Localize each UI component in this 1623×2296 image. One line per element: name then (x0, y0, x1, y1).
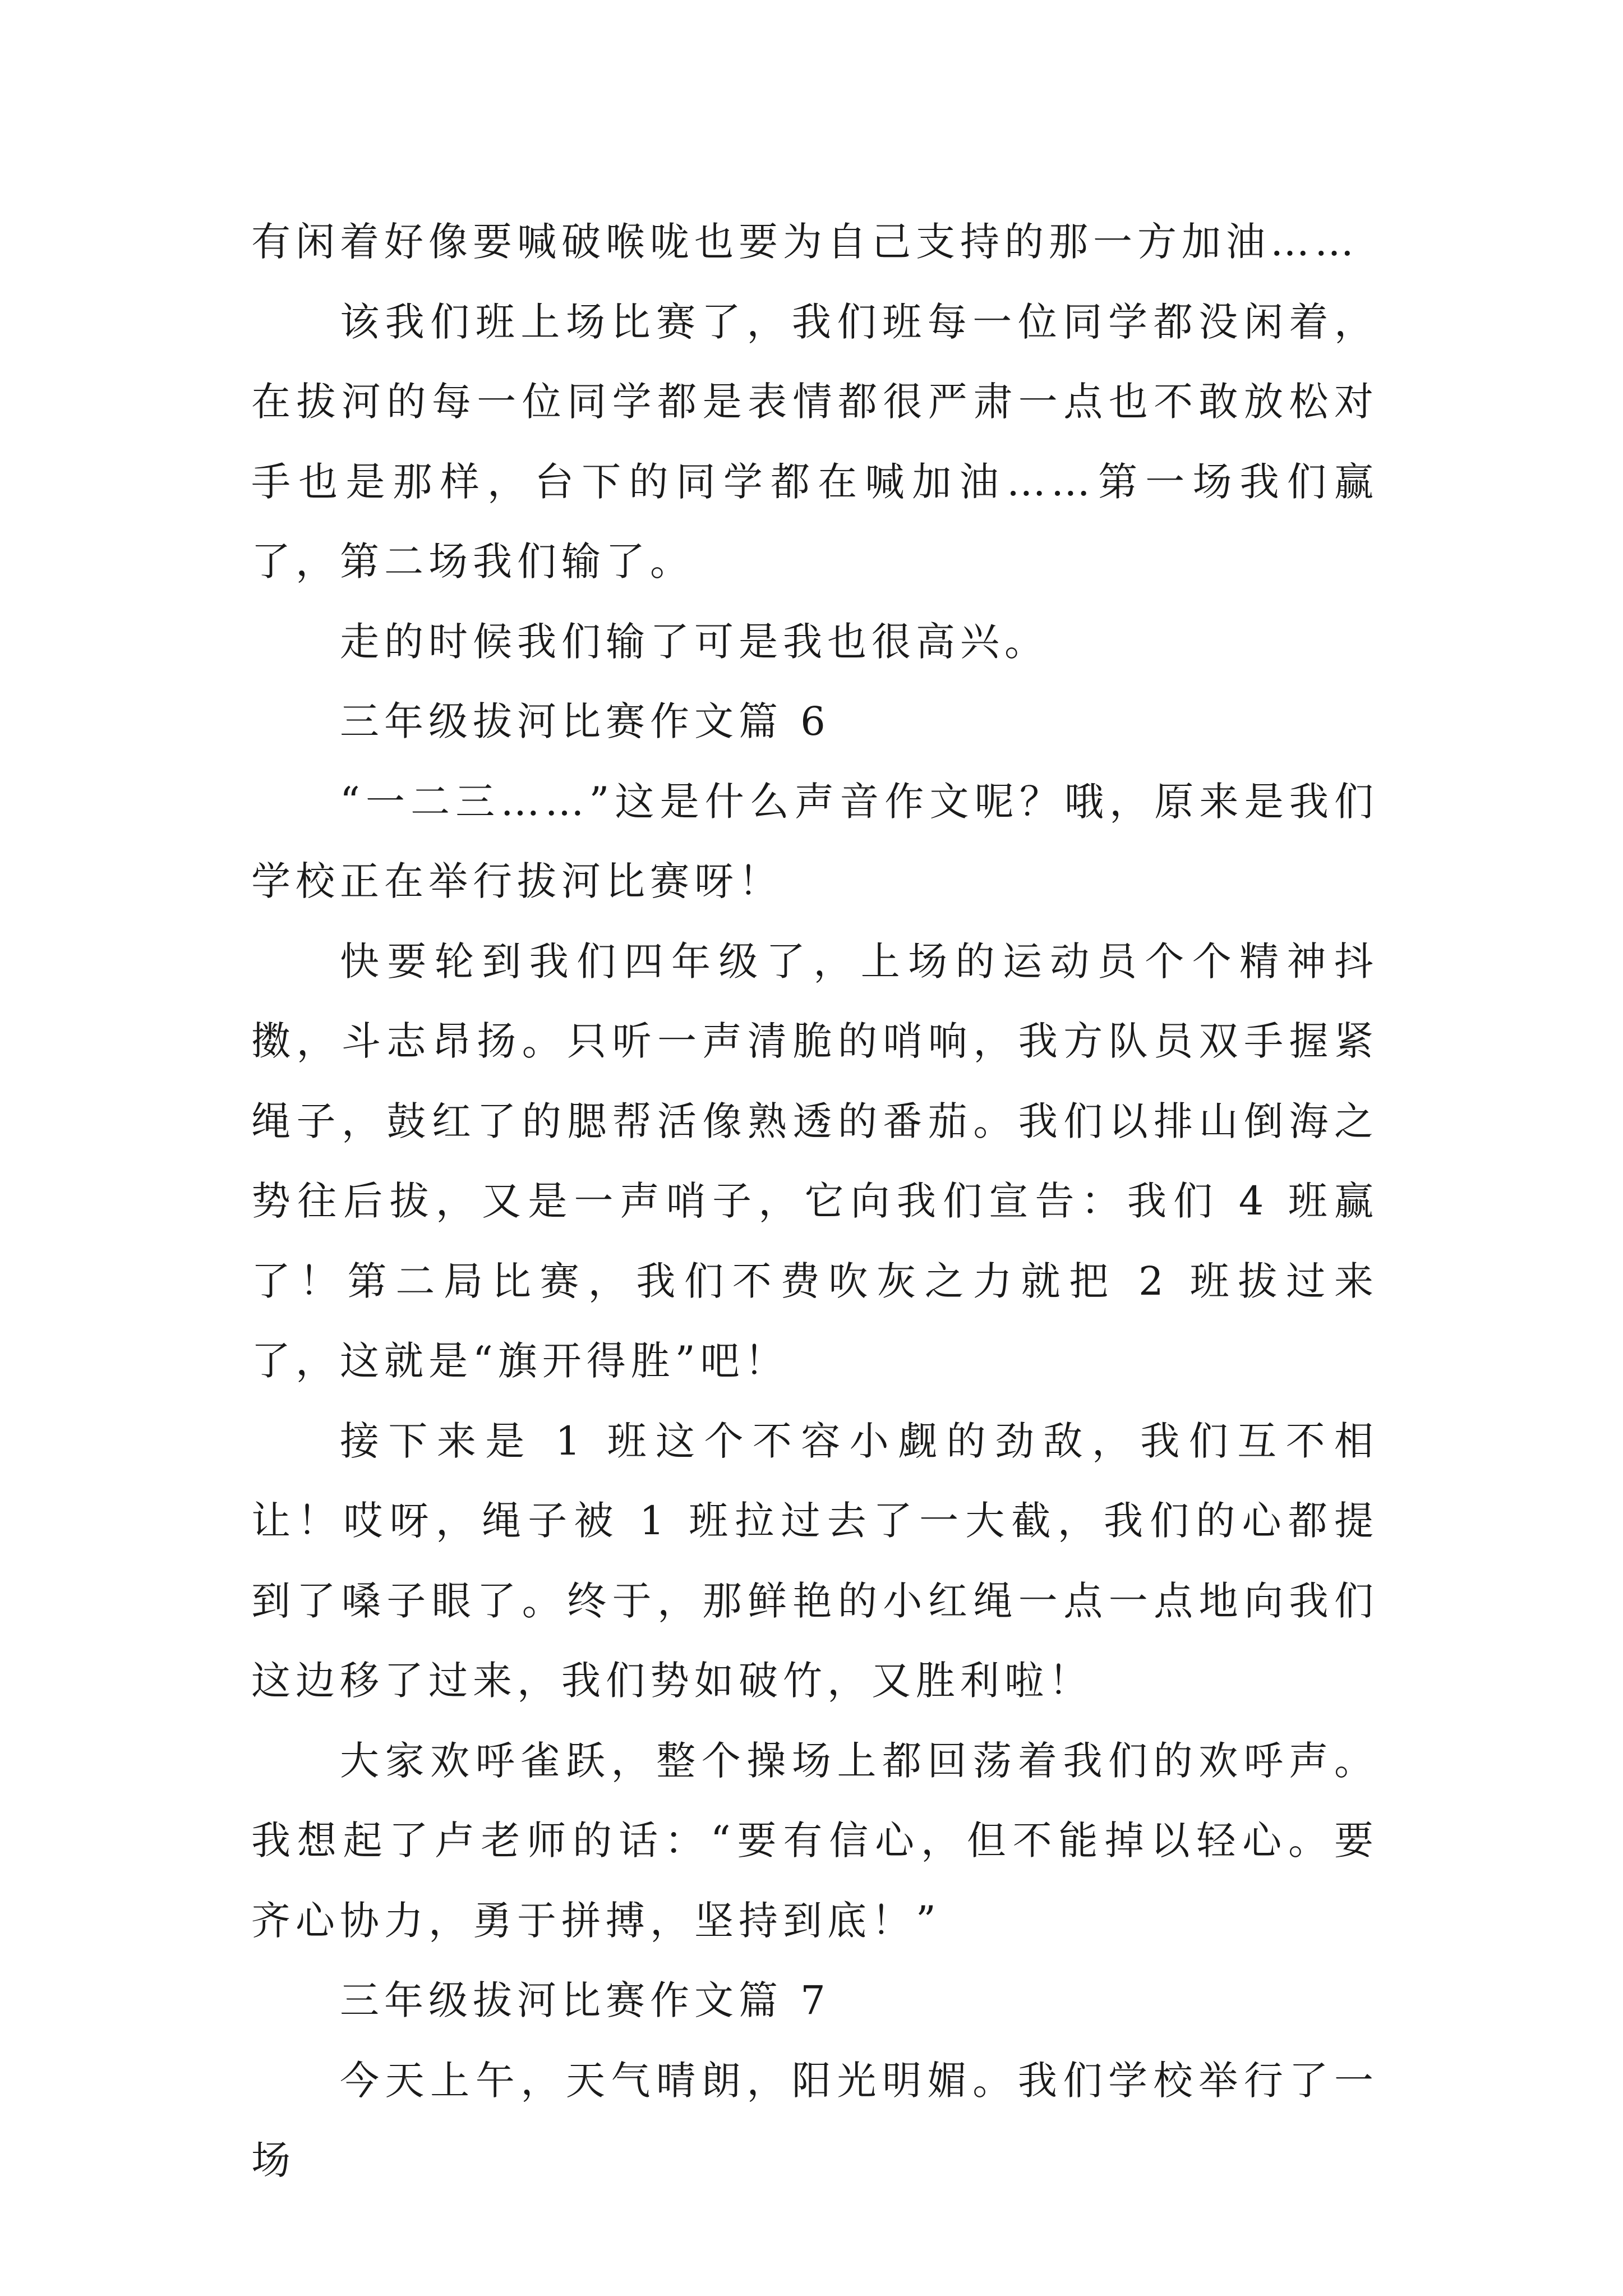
paragraph: 大家欢呼雀跃，整个操场上都回荡着我们的欢呼声。我想起了卢老师的话：“要有信心，但不能掉以轻心。要齐心协力，勇于拼搏，坚持到底！” (251, 1737, 1378, 1944)
paragraph: 接下来是 1 班这个不容小觑的劲敌，我们互不相让！哎呀，绳子被 1 班拉过去了一大截，我们的心都提到了嗓子眼了。终于，那鲜艳的小红绳一点一点地向我们这边移了过来，我们势如破竹，又胜利啦！ (251, 1418, 1378, 1704)
paragraph: 走的时候我们输了可是我也很高兴。 (340, 618, 1049, 665)
section-heading: 三年级拔河比赛作文篇 6 (340, 698, 831, 744)
paragraph-continuation: 有闲着好像要喊破喉咙也要为自己支持的那一方加油…… (251, 219, 1359, 265)
paragraph: 该我们班上场比赛了，我们班每一位同学都没闲着，在拔河的每一位同学都是表情都很严肃一点也不敢放松对手也是那样，台下的同学都在喊加油……第一场我们赢了，第二场我们输了。 (251, 298, 1378, 585)
paragraph: 快要轮到我们四年级了，上场的运动员个个精神抖擞，斗志昂扬。只听一声清脆的哨响，我方队员双手握紧绳子，鼓红了的腮帮活像熟透的番茄。我们以排山倒海之势往后拔，又是一声哨子，它向我们宣告：我们 4 班赢了！第二局比赛，我们不费吹灰之力就把 2 班拔过来了，这就是“旗开得胜”吧！ (251, 938, 1378, 1384)
paragraph: “一二三……”这是什么声音作文呢？哦，原来是我们学校正在举行拔河比赛呀！ (251, 778, 1378, 904)
document-body (251, 202, 1378, 2201)
section-heading: 三年级拔河比赛作文篇 7 (340, 1977, 831, 2023)
paragraph: 今天上午，天气晴朗，阳光明媚。我们学校举行了一场 (251, 2057, 1378, 2183)
